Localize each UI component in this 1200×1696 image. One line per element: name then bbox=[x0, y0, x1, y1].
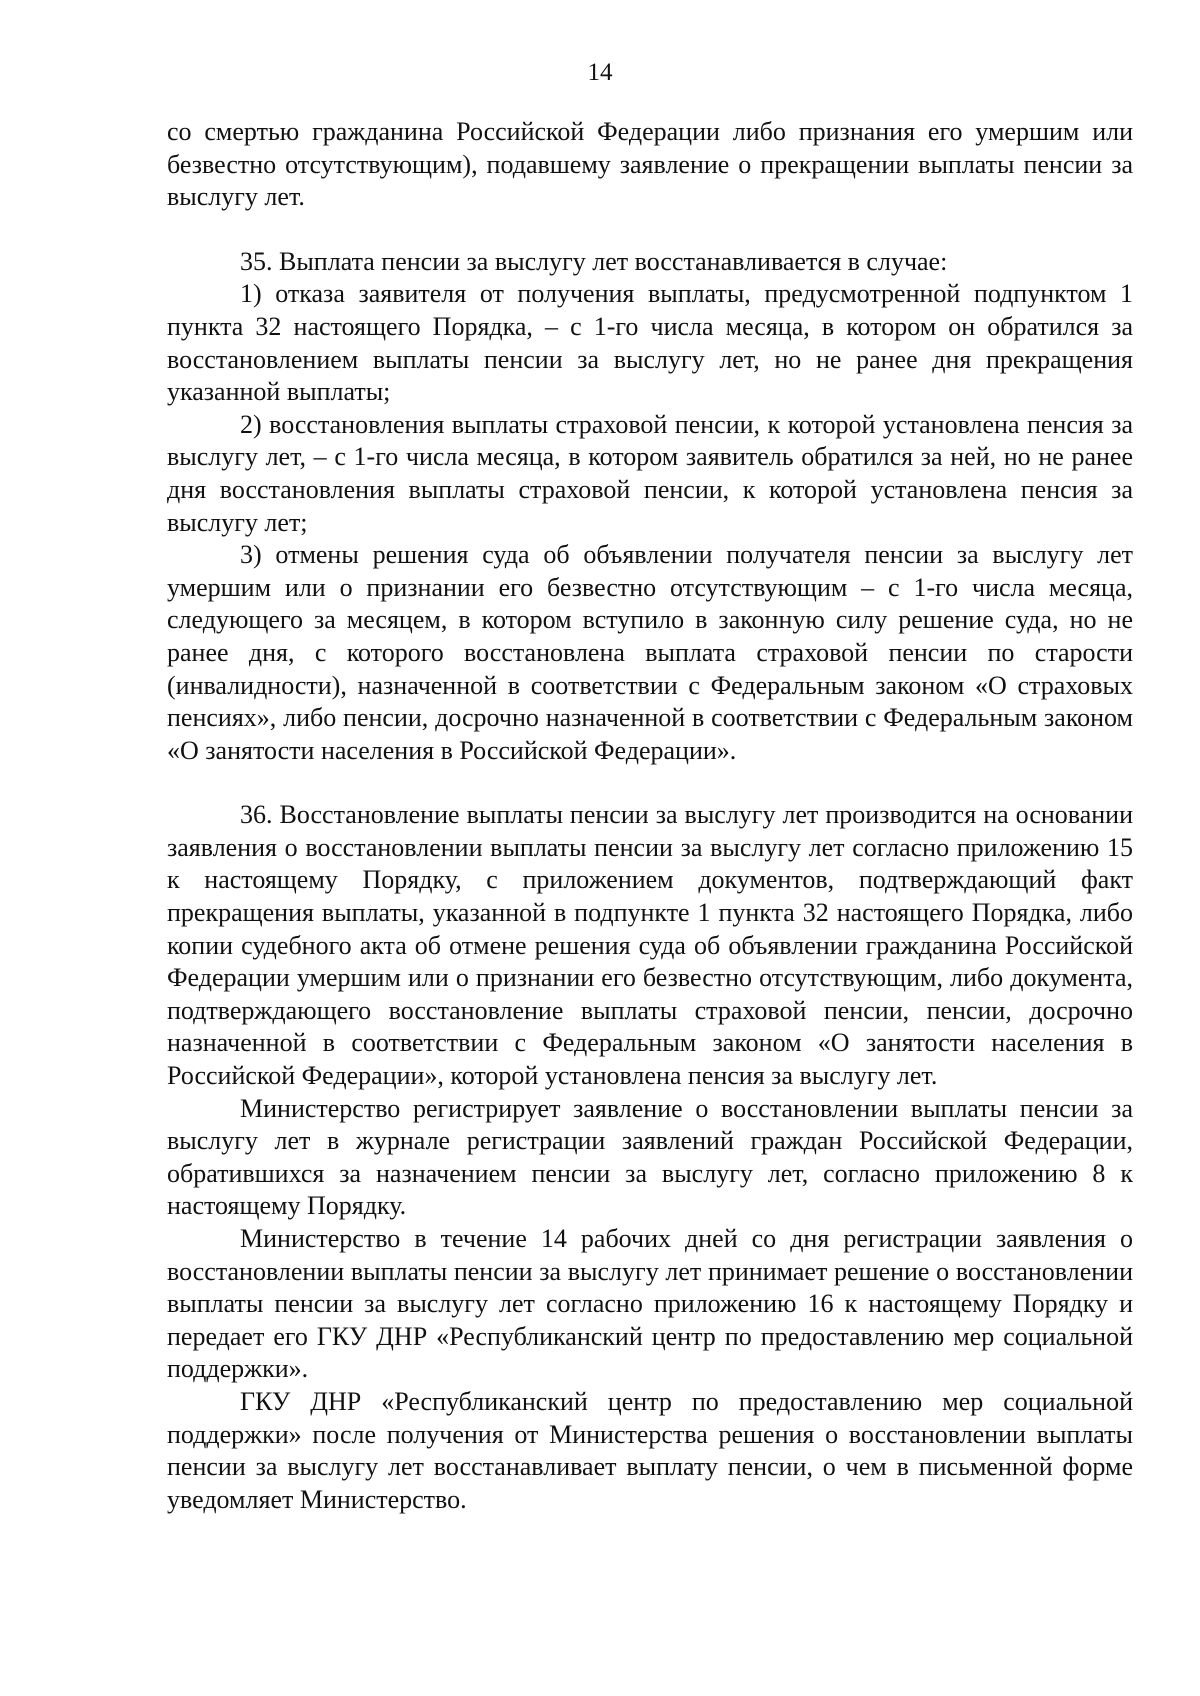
paragraph-continuation: со смертью гражданина Российской Федерации либо признания его умершим или безвестно отсутствующим), подавшему заявление о прекращении выплаты пенсии за выслугу лет. bbox=[167, 117, 1133, 212]
document-body bbox=[167, 116, 1133, 1516]
paragraph-36-decision: Министерство в течение 14 рабочих дней со дня регистрации заявления о восстановлении выплаты пенсии за выслугу лет принимает решение о восстановлении выплаты пенсии за выслугу лет согласно приложению 16 к настоящему Порядку и передает его ГКУ ДНР «Республиканский центр по предоставлению мер социальной поддержки». bbox=[167, 1224, 1133, 1384]
paragraph-36-registration: Министерство регистрирует заявление о восстановлении выплаты пенсии за выслугу лет в журнале регистрации заявлений граждан Российской Федерации, обратившихся за назначением пенсии за выслугу лет, согласно приложению 8 к настоящему Порядку. bbox=[167, 1093, 1133, 1221]
paragraph-36-restoration: ГКУ ДНР «Республиканский центр по предоставлению мер социальной поддержки» после получения от Министерства решения о восстановлении выплаты пенсии за выслугу лет восстанавливает выплату пенсии, о чем в письменной форме уведомляет Министерство. bbox=[167, 1386, 1133, 1514]
paragraph-35-heading: 35. Выплата пенсии за выслугу лет восстанавливается в случае: bbox=[240, 246, 948, 276]
paragraph-35-item-2: 2) восстановления выплаты страховой пенсии, к которой установлена пенсия за выслугу лет, – с 1-го числа месяца, в котором заявитель обратился за ней, но не ранее дня восстановления выплаты страховой пенсии, к которой установлена пенсия за выслугу лет; bbox=[167, 409, 1133, 537]
page-number: 14 bbox=[587, 59, 613, 86]
paragraph-35-item-3: 3) отмены решения суда об объявлении получателя пенсии за выслугу лет умершим или о признании его безвестно отсутствующим – с 1-го числа месяца, следующего за месяцем, в котором вступило в законную силу решение суда, но не ранее дня, с которого восстановлена выплата страховой пенсии по старости (инвалидности), назначенной в соответствии с Федеральным законом «О страховых пенсиях», либо пенсии, досрочно назначенной в соответствии с Федеральным законом «О занятости населения в Российской Федерации». bbox=[167, 540, 1133, 765]
paragraph-35-item-1: 1) отказа заявителя от получения выплаты, предусмотренной подпунктом 1 пункта 32 настоящего Порядка, – с 1-го числа месяца, в котором он обратился за восстановлением выплаты пенсии за выслугу лет, но не ранее дня прекращения указанной выплаты; bbox=[167, 279, 1133, 407]
paragraph-36: 36. Восстановление выплаты пенсии за выслугу лет производится на основании заявления о восстановлении выплаты пенсии за выслугу лет согласно приложению 15 к настоящему Порядку, с приложением документов, подтверждающий факт прекращения выплаты, указанной в подпункте 1 пункта 32 настоящего Порядка, либо копии судебного акта об отмене решения суда об объявлении гражданина Российской Федерации умершим или о признании его безвестно отсутствующим, либо документа, подтверждающего восстановление выплаты страховой пенсии, пенсии, досрочно назначенной в соответствии с Федеральным законом «О занятости населения в Российской Федерации», которой установлена пенсия за выслугу лет. bbox=[167, 800, 1133, 1091]
